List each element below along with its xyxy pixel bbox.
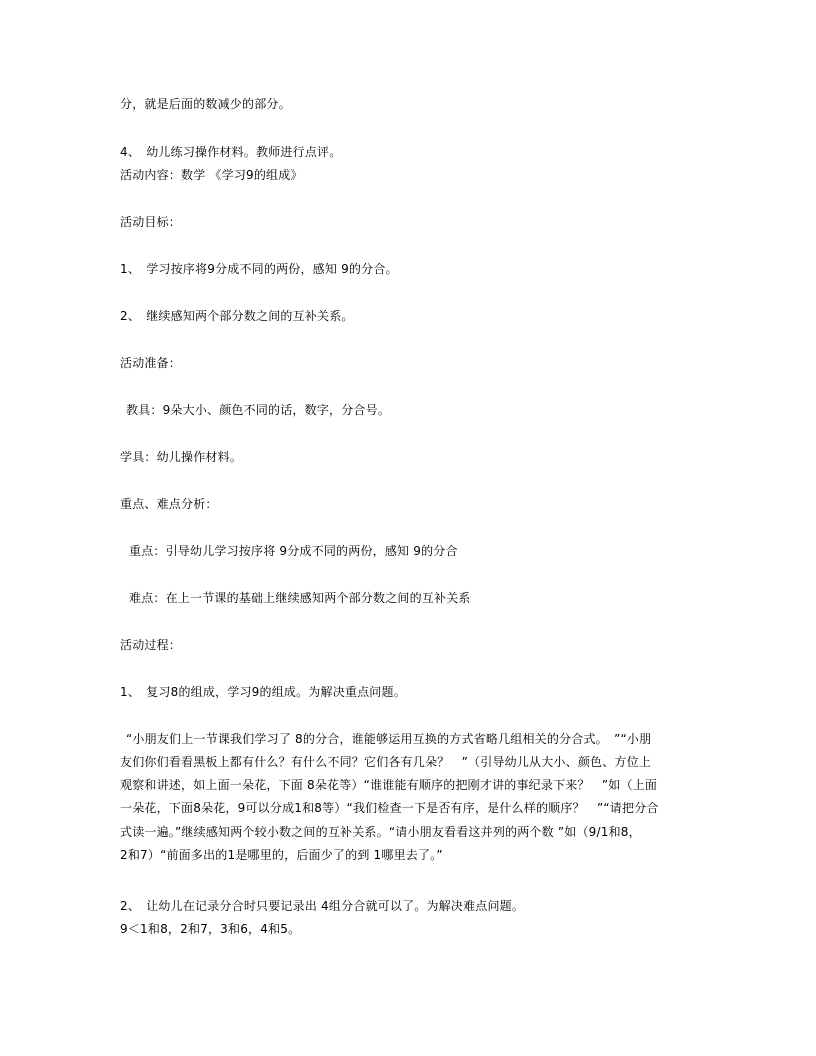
- text-line: 2、 让幼儿在记录分合时只要记录出 4组分合就可以了。为解决难点问题。: [120, 899, 525, 913]
- text-line: “小朋友们上一节课我们学习了 8的分合，谁能够运用互换的方式省略几组相关的分合式。 ”“小朋: [126, 732, 652, 746]
- text-line: 2、 继续感知两个部分数之间的互补关系。: [120, 309, 354, 323]
- text-line: 重点：引导幼儿学习按序将 9分成不同的两份，感知 9的分合: [129, 544, 458, 558]
- text-line: 观察和讲述，如上面一朵花，下面 8朵花等）“谁谁能有顺序的把刚才讲的事纪录下来？ ”如（上面: [120, 778, 658, 792]
- text-line: 活动内容：数学 《学习9的组成》: [120, 168, 303, 182]
- text-line: 分，就是后面的数减少的部分。: [120, 97, 291, 111]
- text-line: 友们你们看看黑板上都有什么？有什么不同？它们各有几朵？ ”（引导幼儿从大小、颜色、方位上: [120, 755, 652, 769]
- text-line: 9＜1和8，2和7，3和6，4和5。: [120, 922, 301, 936]
- text-line: 一朵花，下面8朵花，9可以分成1和8等）“我们检查一下是否有序，是什么样的顺序？ ”“请把分合: [120, 801, 659, 815]
- text-line: 重点、难点分析：: [120, 497, 218, 511]
- text-line: 2和7）“前面多出的1是哪里的，后面少了的到 1哪里去了。”: [120, 848, 443, 862]
- text-line: 活动过程：: [120, 638, 182, 652]
- text-line: 学具：幼儿操作材料。: [120, 450, 243, 464]
- text-line: 1、 复习8的组成，学习9的组成。为解决重点问题。: [120, 685, 406, 699]
- text-line: 式读一遍。”继续感知两个较小数之间的互补关系。“请小朋友看看这并列的两个数 ”如（9/1和8，: [120, 825, 641, 839]
- text-line: 教具：9朵大小、颜色不同的话，数字，分合号。: [126, 403, 391, 417]
- text-line: 难点：在上一节课的基础上继续感知两个部分数之间的互补关系: [129, 591, 471, 605]
- text-line: 活动准备：: [120, 356, 182, 370]
- text-line: 4、 幼儿练习操作材料。教师进行点评。: [120, 145, 342, 159]
- text-line: 活动目标：: [120, 215, 182, 229]
- text-line: 1、 学习按序将9分成不同的两份，感知 9的分合。: [120, 262, 398, 276]
